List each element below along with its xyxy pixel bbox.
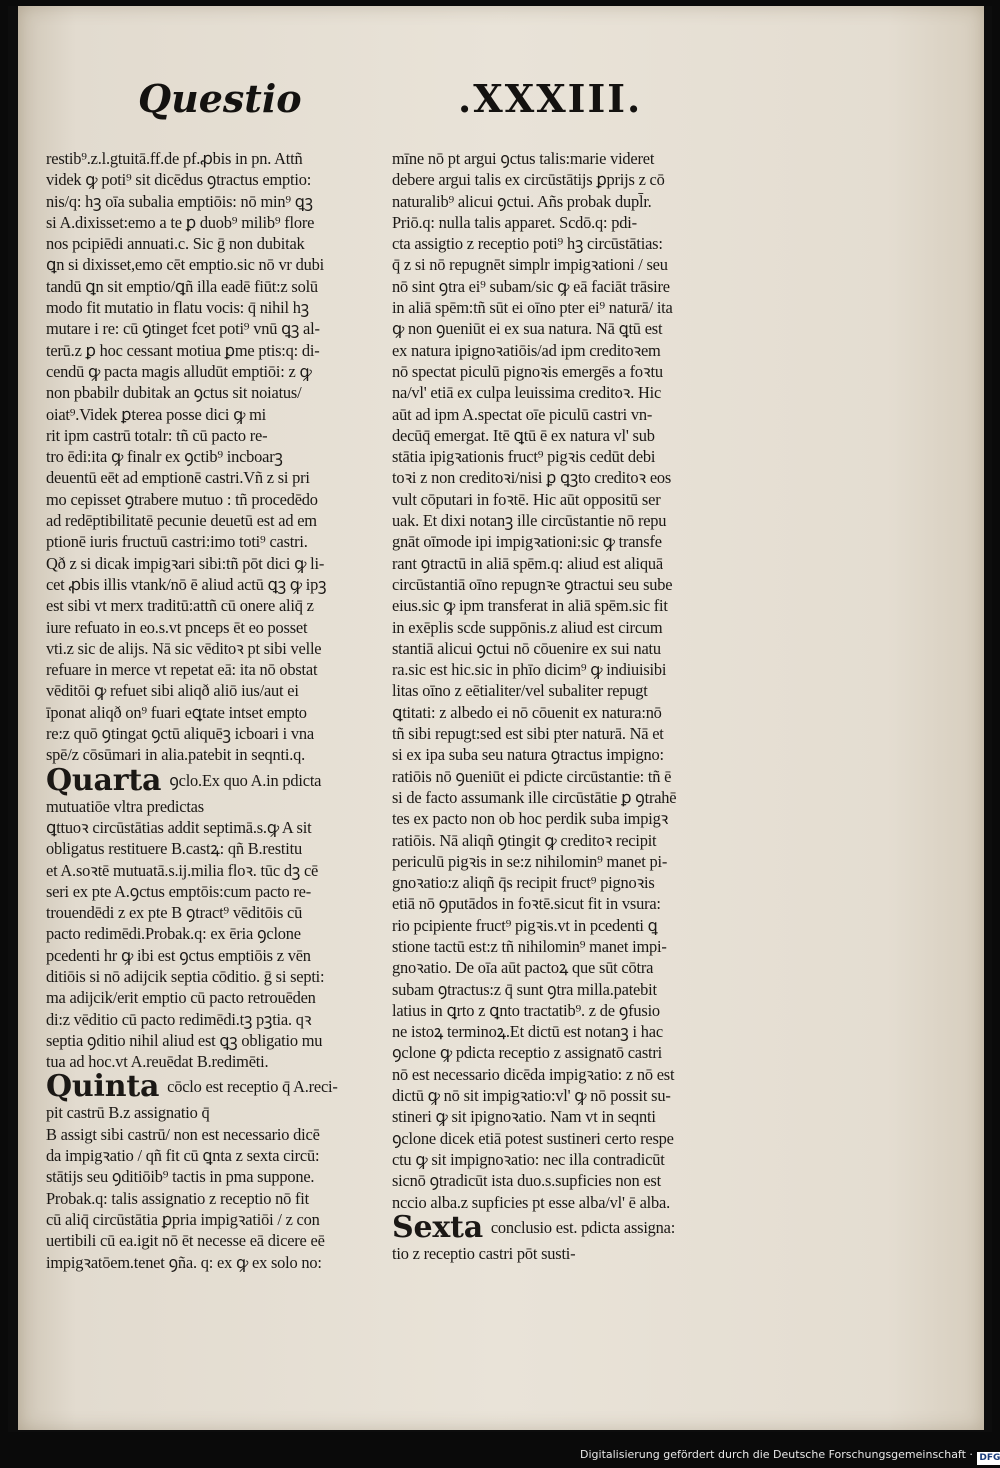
text-line: pit castrū B.z assignatio q̄ — [46, 1103, 210, 1123]
section-initial: Quarta — [46, 765, 162, 796]
text-line: tio z receptio castri pōt susti- — [392, 1243, 576, 1263]
text-line: si ex ipa suba seu natura ꝯtractus impigno: — [392, 745, 664, 765]
text-line: Probak.q: talis assignatio z receptio nō fit — [46, 1188, 309, 1208]
text-line: Sexta conclusio est. pdicta assigna: — [392, 1212, 676, 1243]
text-line: terū.z ꝑ hoc cessant motiua ꝑme ptis:q: di- — [46, 340, 320, 360]
running-head-number: .XXXIII. — [458, 76, 643, 121]
book-page — [8, 6, 992, 1432]
text-line: nos pcipiēdi annuati.c. Sic ḡ non dubitak — [46, 234, 305, 254]
text-line: deuentū eēt ad emptionē castri.Vñ z si pri — [46, 468, 310, 488]
text-line: debere argui talis ex circūstātijs ꝑprijs z cō — [392, 170, 665, 190]
text-line: ꝙ non ꝯueniūt ei ex sua natura. Nā ꝗtū est — [392, 319, 663, 339]
text-column-left — [46, 148, 386, 1273]
text-line: latius in ꝗrto z ꝗnto tractatib⁹. z de ꝯfusio — [392, 1000, 660, 1020]
text-line: nō spectat piculū pignoꝛis emergēs a foꝛtu — [392, 361, 663, 381]
text-line: stātijs seu ꝯditiōib⁹ tactis in pma suppone. — [46, 1167, 315, 1187]
text-line: si A.dixisset:emo a te ꝑ duob⁹ milib⁹ flore — [46, 212, 315, 232]
text-line: stineri ꝙ sit ipignoꝛatio. Nam vt in seqnti — [392, 1107, 656, 1127]
text-line: gnoꝛatio. De oīa aūt pactoꝝ que sūt cōtra — [392, 958, 654, 978]
text-line: etiā nō ꝯputādos in foꝛtē.sicut fit in vsura: — [392, 894, 661, 914]
text-line: ꝯclone dicek etiā potest sustineri certo respe — [392, 1128, 674, 1148]
text-line: stione tactū est:z tñ nihilomin⁹ manet impi- — [392, 936, 667, 956]
text-line: re:z quō ꝯtingat ꝯctū aliquēꝫ icboari i vna — [46, 724, 314, 744]
text-line: cta assigtio z receptio poti⁹ hꝫ circūstātias: — [392, 234, 663, 254]
text-line: Priō.q: nulla talis apparet. Scdō.q: pdi- — [392, 212, 637, 232]
text-line: mutare i re: cū ꝯtinget fcet poti⁹ vnū ꝗꝫ al- — [46, 319, 320, 339]
text-line: est sibi vt merx traditū:attñ cū onere aliq̄ z — [46, 596, 314, 616]
text-line: toꝛi z non creditoꝛi/nisi ꝑ ꝗꝫto creditoꝛ eos — [392, 468, 672, 488]
text-line: si de facto assumank ille circūstātie ꝑ ꝯtrahē — [392, 787, 677, 807]
text-line: stantiā alicui ꝯctui nō cōuenire ex sui natu — [392, 638, 661, 658]
text-line: septia ꝯditio nihil aliud est ꝗꝫ obligatio mu — [46, 1030, 323, 1050]
credit-text: Digitalisierung gefördert durch die Deutsche Forschungsgemeinschaft · — [580, 1448, 973, 1461]
text-line: oiat⁹.Videk ꝑterea posse dici ꝙ mi — [46, 404, 267, 424]
text-line: da impigꝛatio / qñ fit cū ꝗnta z sexta circū: — [46, 1146, 320, 1166]
text-line: ptionē iuris fructuū castri:imo toti⁹ castri. — [46, 532, 308, 552]
text-line: nis/q: hꝫ oīa subalia emptiōis: nō min⁹ ꝗꝫ — [46, 191, 313, 211]
text-line: rio pcipiente fruct⁹ pigꝛis.vt in pcedenti ꝗ — [392, 915, 658, 935]
text-line: mo cepisset ꝯtrabere mutuo : tñ procedēdo — [46, 489, 318, 509]
text-line: gnāt oīmode ipi impigꝛationi:sic ꝙ transfe — [392, 532, 662, 552]
text-line: tro ēdi:ita ꝙ finalr ex ꝯctib⁹ incboarꝫ — [46, 447, 283, 467]
text-line: eius.sic ꝙ ipm transferat in aliā spēm.sic fit — [392, 596, 668, 616]
text-line: cet ꝓbis illis vtank/nō ē aliud actū ꝗꝫ ꝙ ipꝫ — [46, 574, 327, 594]
text-line: sicnō ꝯtradicūt ista duo.s.supficies non est — [392, 1171, 661, 1191]
text-line: mutuatiōe vltra predictas — [46, 796, 204, 816]
text-line: litas oīno z eētialiter/vel subaliter repugt — [392, 681, 648, 701]
text-line: impigꝛatōem.tenet ꝯña. q: ex ꝙ ex solo no: — [46, 1252, 322, 1272]
section-initial: Sexta — [392, 1212, 483, 1243]
text-line: ratiōis nō ꝯueniūt ei pdicte circūstantie: tñ ē — [392, 766, 672, 786]
text-line: rit ipm castrū totalr: tñ cū pacto re- — [46, 425, 268, 445]
text-line: restib⁹.z.l.gtuitā.ff.de pf.ꝓbis in pn. Attñ — [46, 149, 303, 168]
text-line: ad redēptibilitatē pecunie deuetū est ad em — [46, 511, 317, 531]
text-line: Quarta ꝯclo.Ex quo A.in pdicta — [46, 765, 322, 796]
text-line: ra.sic est hic.sic in phīo dicim⁹ ꝙ indiuisibi — [392, 660, 667, 680]
text-line: iure refuato in eo.s.vt pnceps ēt eo posset — [46, 617, 308, 637]
text-line: decūq̄ emergat. Itē ꝗtū ē ex natura vl' sub — [392, 425, 655, 445]
text-line: modo fit mutatio in flatu vocis: q̄ nihil hꝫ — [46, 298, 309, 318]
text-line: ꝗtitati: z albedo ei nō cōuenit ex natura:nō — [392, 702, 662, 722]
text-line: nō est necessario dicēda impigꝛatio: z nō est — [392, 1064, 675, 1084]
text-line: mīne nō pt argui ꝯctus talis:marie videret — [392, 149, 655, 168]
text-line: pcedenti hr ꝙ ibi est ꝯctus emptiōis z vēn — [46, 945, 311, 965]
text-line: subam ꝯtractus:z q̄ sunt ꝯtra milla.patebit — [392, 979, 657, 999]
running-head — [138, 76, 643, 136]
text-line: cendū ꝙ pacta magis alludūt emptiōi: z ꝙ — [46, 361, 312, 381]
text-line: Qð z si dicak impigꝛari sibi:tñ pōt dici ꝙ li- — [46, 553, 325, 573]
text-line: periculū pigꝛis in se:z nihilomin⁹ manet pi- — [392, 851, 668, 871]
text-line: ctu ꝙ sit impignoꝛatio: nec illa contradicūt — [392, 1149, 665, 1169]
text-line: obligatus restituere B.castꝝ: qñ B.restitu — [46, 839, 302, 859]
text-line: ditiōis si nō adijcik septia cōditio. ḡ si septi: — [46, 966, 325, 986]
text-line: nō sint ꝯtra ei⁹ subam/sic ꝙ eā faciāt trāsire — [392, 276, 670, 296]
text-line: in exēplis scde suppōnis.z aliud est circum — [392, 617, 663, 637]
text-line: spē/z cōsūmari in alia.patebit in seqnti.q. — [46, 745, 306, 765]
text-line: ne istoꝝ terminoꝝ.Et dictū est notanꝫ i hac — [392, 1022, 663, 1042]
text-line: uertibili cū ea.igit nō ēt necesse eā dicere eē — [46, 1231, 325, 1251]
text-line: dictū ꝙ nō sit impigꝛatio:vl' ꝙ nō possit su- — [392, 1086, 671, 1106]
text-line: vti.z sic de alijs. Nā sic vēditoꝛ pt sibi velle — [46, 638, 322, 658]
text-line: tua ad hoc.vt A.reuēdat B.redimēti. — [46, 1052, 269, 1072]
text-line: uak. Et dixi notanꝫ ille circūstantie nō repu — [392, 511, 667, 531]
text-line: tandū ꝗn sit emptio/ꝗñ illa eadē fiūt:z solū — [46, 276, 318, 296]
text-line: circūstantiā oīno repugnꝛe ꝯtractui seu sube — [392, 574, 673, 594]
text-line: ꝯclone ꝙ pdicta receptio z assignatō castri — [392, 1043, 663, 1063]
text-line: vēditōi ꝙ refuet sibi aliqð aliō ius/aut ei — [46, 681, 299, 701]
text-line: ma adijcik/erit emptio cū pacto retrouēden — [46, 988, 316, 1008]
text-line: videk ꝙ poti⁹ sit dicēdus ꝯtractus emptio: — [46, 170, 312, 190]
text-line: tñ sibi repugt:sed est sibi pter naturā. Nā et — [392, 724, 664, 744]
text-line: stātia ipigꝛationis fruct⁹ pigꝛis cedūt debi — [392, 447, 656, 467]
text-line: tes ex pacto non ob hoc perdik suba impigꝛ — [392, 809, 669, 829]
text-line: nccio alba.z supficies pt esse alba/vl' ē alba. — [392, 1192, 670, 1212]
text-column-right — [392, 148, 732, 1264]
text-line: cū aliq̄ circūstātia ꝑpria impigꝛatiōi / z con — [46, 1209, 320, 1229]
text-line: ratiōis. Nā aliqñ ꝯtingit ꝙ creditoꝛ recipit — [392, 830, 657, 850]
dfg-logo-icon: DFG — [977, 1452, 1000, 1465]
running-head-title: Questio — [138, 76, 302, 121]
text-line: īponat aliqð on⁹ fuari eꝗtate intset empto — [46, 702, 307, 722]
text-line: Quinta cōclo est receptio q̄ A.reci- — [46, 1072, 338, 1103]
text-line: aūt ad ipm A.spectat oīe piculū castri vn- — [392, 404, 653, 424]
text-line: q̄ z si nō repugnēt simplr impigꝛationi / seu — [392, 255, 668, 275]
text-line: vult cōputari in foꝛtē. Hic aūt oppositū ser — [392, 489, 661, 509]
text-line: di:z vēditio cū pacto redimēdi.tꝫ pꝫtia. qꝛ — [46, 1009, 312, 1029]
text-line: seri ex pte A.ꝯctus emptōis:cum pacto re- — [46, 881, 311, 901]
section-initial: Quinta — [46, 1072, 160, 1103]
text-line: pacto redimēdi.Probak.q: ex ēria ꝯclone — [46, 924, 301, 944]
text-line: in aliā spēm:tñ sūt ei oīno pter ei⁹ naturā/ ita — [392, 298, 673, 318]
paper-sheet — [18, 6, 984, 1430]
text-line: naturalib⁹ alicui ꝯctui. Añs probak dupl̄r. — [392, 191, 652, 211]
text-line: na/vl' etiā ex culpa leuissima creditoꝛ. Hic — [392, 383, 662, 403]
text-line: B assigt sibi castrū/ non est necessario dicē — [46, 1124, 320, 1144]
text-line: ex natura ipignoꝛatiōis/ad ipm creditoꝛem — [392, 340, 661, 360]
text-line: trouendēdi z ex pte B ꝯtract⁹ vēditōis cū — [46, 903, 303, 923]
text-line: et A.soꝛtē mutuatā.s.ij.milia floꝛ. tūc dꝫ cē — [46, 860, 319, 880]
text-line: gnoꝛatio:z aliqñ q̄s recipit fruct⁹ pignoꝛis — [392, 873, 655, 893]
text-line: rant ꝯtractū in aliā spēm.q: aliud est aliquā — [392, 553, 663, 573]
digitization-credit — [580, 1448, 1000, 1466]
text-line: non pbabilr dubitak an ꝯctus sit noiatus/ — [46, 383, 302, 403]
text-line: ꝗn si dixisset,emo cēt emptio.sic nō vr dubi — [46, 255, 324, 275]
text-line: refuare in merce vt repetat eā: ita nō obstat — [46, 660, 318, 680]
text-line: ꝗttuoꝛ circūstātias addit septimā.s.ꝙ A sit — [46, 817, 312, 837]
